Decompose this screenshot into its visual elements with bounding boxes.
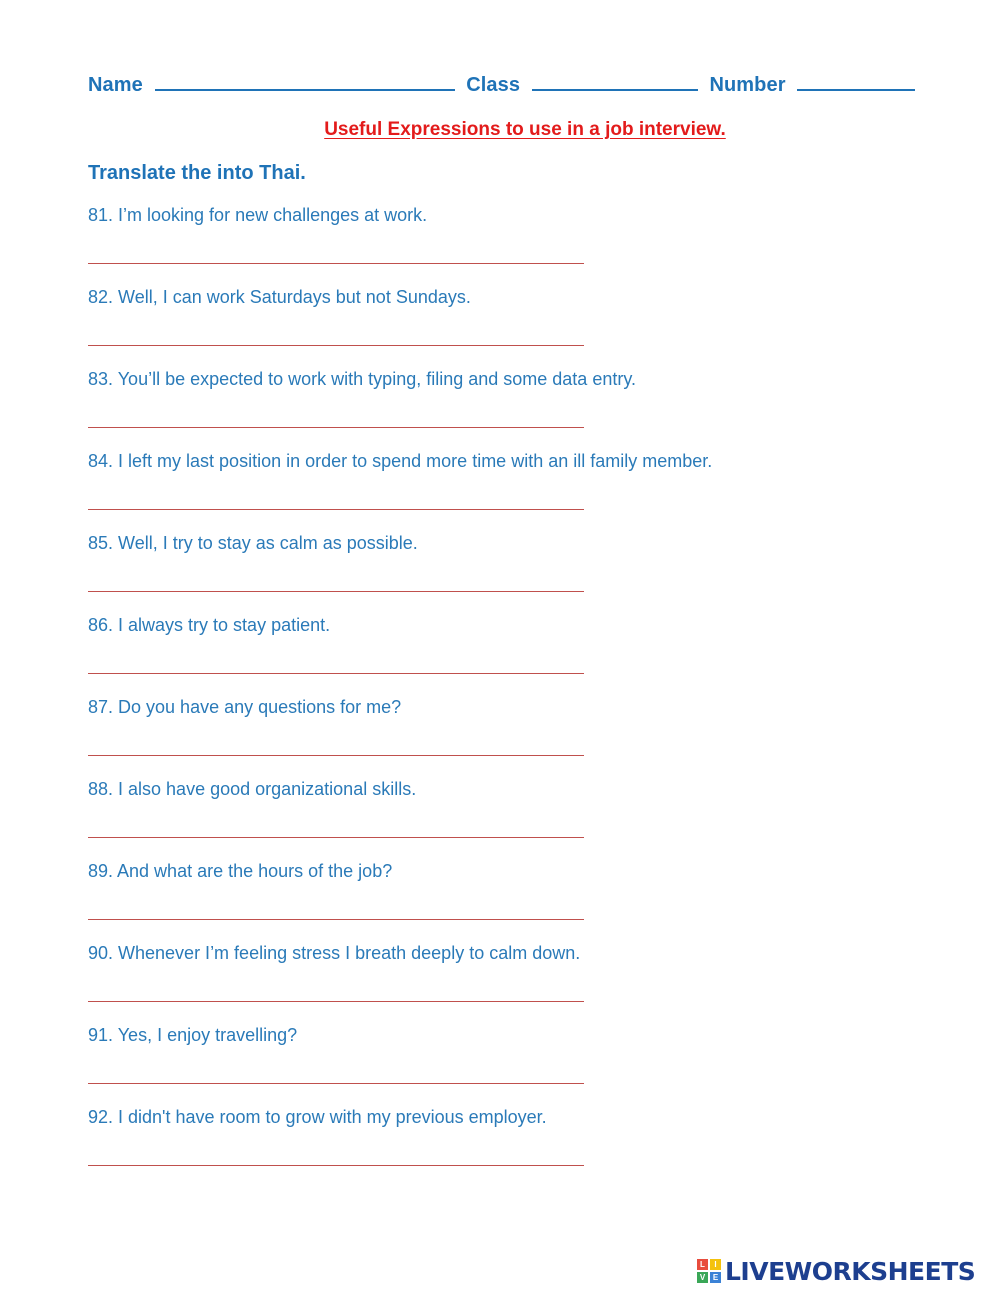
answer-line[interactable]: [88, 263, 584, 264]
question-text: 83. You’ll be expected to work with typing, filing and some data entry.: [88, 369, 636, 389]
number-label: Number: [709, 74, 786, 96]
name-label: Name: [88, 74, 143, 96]
question-item: [88, 531, 948, 613]
number-field[interactable]: [797, 75, 915, 91]
logo-tile-l: L: [697, 1259, 708, 1270]
answer-line[interactable]: [88, 345, 584, 346]
question-text: 81. I’m looking for new challenges at work.: [88, 205, 428, 225]
question-item: [88, 941, 948, 1023]
question-item: [88, 285, 948, 367]
worksheet-title: Useful Expressions to use in a job interview.: [324, 119, 726, 140]
logo-tile-i: I: [710, 1259, 721, 1270]
liveworksheets-logo: [697, 1256, 975, 1286]
question-item: [88, 613, 948, 695]
answer-line[interactable]: [88, 509, 584, 510]
question-text: 89. And what are the hours of the job?: [88, 861, 393, 881]
question-item: [88, 695, 948, 777]
question-item: [88, 367, 948, 449]
question-item: [88, 1105, 948, 1187]
answer-line[interactable]: [88, 673, 584, 674]
question-item: [88, 203, 948, 285]
answer-line[interactable]: [88, 427, 584, 428]
question-text: 92. I didn't have room to grow with my previous employer.: [88, 1107, 547, 1127]
question-text: 91. Yes, I enjoy travelling?: [88, 1025, 298, 1045]
instruction-text: Translate the into Thai.: [88, 162, 306, 184]
answer-line[interactable]: [88, 1165, 584, 1166]
name-field[interactable]: [155, 75, 455, 91]
answer-line[interactable]: [88, 1083, 584, 1084]
logo-tile-v: V: [697, 1272, 708, 1283]
answer-line[interactable]: [88, 591, 584, 592]
answer-line[interactable]: [88, 919, 584, 920]
answer-line[interactable]: [88, 837, 584, 838]
question-text: 90. Whenever I’m feeling stress I breath deeply to calm down.: [88, 943, 581, 963]
question-text: 87. Do you have any questions for me?: [88, 697, 402, 717]
logo-mark-icon: [697, 1259, 721, 1283]
class-field[interactable]: [532, 75, 698, 91]
question-list: [88, 203, 948, 1187]
logo-tile-e: E: [710, 1272, 721, 1283]
question-text: 82. Well, I can work Saturdays but not Sundays.: [88, 287, 471, 307]
question-item: [88, 1023, 948, 1105]
answer-line[interactable]: [88, 755, 584, 756]
question-text: 88. I also have good organizational skills.: [88, 779, 417, 799]
logo-text: LIVEWORKSHEETS: [725, 1256, 976, 1286]
student-info-header: [88, 74, 908, 97]
question-text: 84. I left my last position in order to spend more time with an ill family member.: [88, 451, 713, 471]
question-text: 86. I always try to stay patient.: [88, 615, 331, 635]
question-item: [88, 449, 948, 531]
question-text: 85. Well, I try to stay as calm as possible.: [88, 533, 418, 553]
question-item: [88, 777, 948, 859]
question-item: [88, 859, 948, 941]
class-label: Class: [466, 74, 521, 96]
answer-line[interactable]: [88, 1001, 584, 1002]
